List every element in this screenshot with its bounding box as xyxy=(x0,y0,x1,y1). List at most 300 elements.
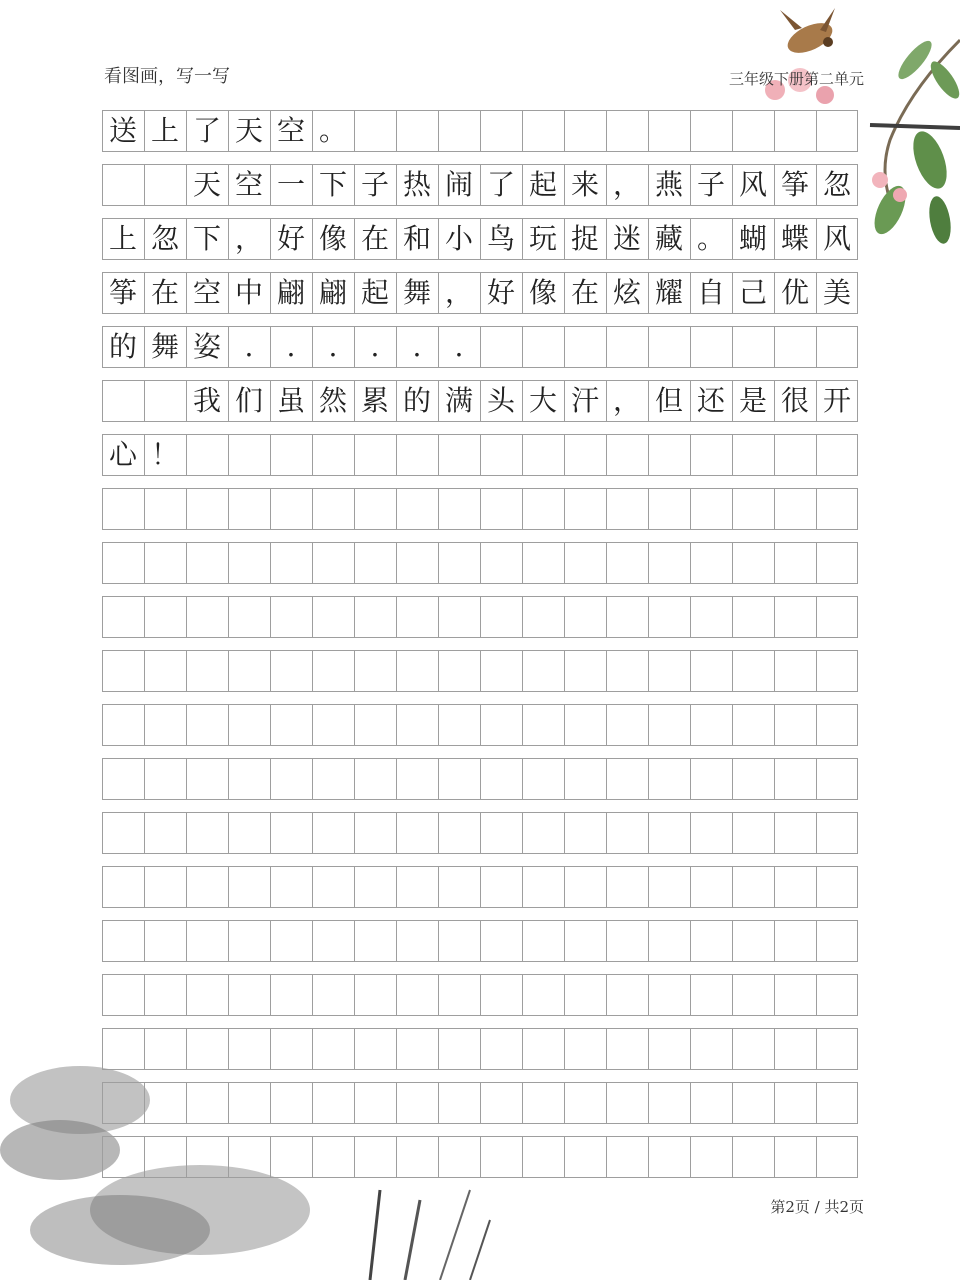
essay-character: 。 xyxy=(318,114,347,147)
grid-cell xyxy=(270,266,312,320)
grid-cell xyxy=(648,320,690,374)
grid-cell xyxy=(228,1130,270,1184)
grid-cell xyxy=(102,644,144,698)
grid-cell xyxy=(606,374,648,428)
grid-cell xyxy=(228,374,270,428)
grid-cell xyxy=(816,860,858,914)
grid-cell xyxy=(396,860,438,914)
grid-cell xyxy=(564,374,606,428)
essay-character: 藏 xyxy=(654,222,683,255)
grid-cell xyxy=(732,320,774,374)
grid-cell xyxy=(186,698,228,752)
essay-character: 筝 xyxy=(780,168,809,201)
essay-character: 大 xyxy=(528,384,557,417)
grid-cell xyxy=(480,374,522,428)
grid-cell xyxy=(102,428,144,482)
grid-cell xyxy=(774,698,816,752)
grid-cell xyxy=(564,698,606,752)
grid-cell xyxy=(312,536,354,590)
grid-cell xyxy=(606,158,648,212)
grid-cell xyxy=(606,320,648,374)
grid-cell xyxy=(564,590,606,644)
grid-cell xyxy=(480,1022,522,1076)
grid-cell xyxy=(186,320,228,374)
essay-character: 头 xyxy=(486,384,515,417)
grid-cell xyxy=(648,104,690,158)
grid-cell xyxy=(438,1130,480,1184)
grid-cell xyxy=(564,104,606,158)
grid-cell xyxy=(186,1130,228,1184)
grid-cell xyxy=(522,266,564,320)
grid-cell xyxy=(522,968,564,1022)
grid-cell xyxy=(816,752,858,806)
grid-cell xyxy=(396,428,438,482)
grid-cell xyxy=(732,212,774,266)
essay-character: 风 xyxy=(822,222,851,255)
essay-character: 子 xyxy=(696,168,725,201)
grid-cell xyxy=(690,806,732,860)
grid-cell xyxy=(816,212,858,266)
grid-cell xyxy=(396,698,438,752)
essay-character: 捉 xyxy=(570,222,599,255)
grid-cell xyxy=(354,752,396,806)
grid-cell xyxy=(396,1022,438,1076)
grid-cell xyxy=(396,374,438,428)
essay-character: ， xyxy=(612,168,641,201)
grid-cell xyxy=(312,968,354,1022)
grid-cell xyxy=(438,212,480,266)
grid-cell xyxy=(186,428,228,482)
grid-cell xyxy=(312,320,354,374)
essay-character: 累 xyxy=(360,384,389,417)
grid-cell xyxy=(774,212,816,266)
essay-character: 鸟 xyxy=(486,222,515,255)
essay-character: 的 xyxy=(108,330,137,363)
grid-cell xyxy=(270,1130,312,1184)
grid-cell xyxy=(354,212,396,266)
grid-cell xyxy=(480,860,522,914)
essay-character: 在 xyxy=(150,276,179,309)
grid-cell xyxy=(564,1022,606,1076)
grid-cell xyxy=(186,266,228,320)
grid-cell xyxy=(186,536,228,590)
essay-character: 小 xyxy=(444,222,473,255)
grid-cell xyxy=(690,590,732,644)
grid-cell xyxy=(102,1022,144,1076)
grid-cell xyxy=(732,536,774,590)
grid-cell xyxy=(396,158,438,212)
grid-cell xyxy=(480,590,522,644)
essay-character: 空 xyxy=(276,114,305,147)
grid-cell xyxy=(228,698,270,752)
essay-character: 上 xyxy=(150,114,179,147)
grid-cell xyxy=(690,320,732,374)
grid-cell xyxy=(606,428,648,482)
grid-cell xyxy=(270,320,312,374)
grid-cell xyxy=(816,1076,858,1130)
essay-character: 天 xyxy=(234,114,263,147)
grid-cell xyxy=(690,212,732,266)
essay-character: 蝴 xyxy=(738,222,767,255)
essay-character: 忽 xyxy=(822,168,851,201)
grid-cell xyxy=(396,266,438,320)
grid-cell xyxy=(522,698,564,752)
essay-character: 心 xyxy=(108,438,137,471)
essay-character: 和 xyxy=(402,222,431,255)
essay-character: 筝 xyxy=(108,276,137,309)
grid-cell xyxy=(144,158,186,212)
grid-cell xyxy=(816,482,858,536)
grid-cell xyxy=(144,1130,186,1184)
grid-cell xyxy=(522,806,564,860)
grid-cell xyxy=(564,806,606,860)
grid-cell xyxy=(354,968,396,1022)
grid-cell xyxy=(102,860,144,914)
grid-cell xyxy=(228,158,270,212)
grid-cell xyxy=(438,428,480,482)
grid-cell xyxy=(480,806,522,860)
grid-cell xyxy=(438,104,480,158)
grid-cell xyxy=(816,428,858,482)
grid-cell xyxy=(480,752,522,806)
page-number: 第2页 / 共2页 xyxy=(770,1198,864,1216)
grid-cell xyxy=(564,266,606,320)
grid-cell xyxy=(732,104,774,158)
grid-cell xyxy=(312,482,354,536)
grid-cell xyxy=(690,158,732,212)
grid-cell xyxy=(480,968,522,1022)
grid-cell xyxy=(648,968,690,1022)
grid-cell xyxy=(186,644,228,698)
essay-character: 耀 xyxy=(654,276,683,309)
grid-cell xyxy=(816,158,858,212)
grid-cell xyxy=(102,158,144,212)
grid-cell xyxy=(312,914,354,968)
grid-cell xyxy=(648,482,690,536)
grid-cell xyxy=(816,1130,858,1184)
grid-cell xyxy=(354,644,396,698)
grid-cell xyxy=(648,806,690,860)
grid-cell xyxy=(270,158,312,212)
essay-character: 姿 xyxy=(192,330,221,363)
grid-cell xyxy=(438,374,480,428)
grid-cell xyxy=(606,104,648,158)
essay-character: 天 xyxy=(192,168,221,201)
grid-cell xyxy=(228,320,270,374)
grid-cell xyxy=(732,428,774,482)
grid-cell xyxy=(186,374,228,428)
grid-cell xyxy=(186,860,228,914)
grid-cell xyxy=(312,1076,354,1130)
grid-cell xyxy=(480,104,522,158)
grid-cell xyxy=(144,104,186,158)
grid-cell xyxy=(522,536,564,590)
grid-cell xyxy=(102,104,144,158)
grid-cell xyxy=(606,968,648,1022)
essay-character: 空 xyxy=(234,168,263,201)
essay-character: 舞 xyxy=(150,330,179,363)
grid-cell xyxy=(144,320,186,374)
grid-cell xyxy=(270,698,312,752)
grid-cell xyxy=(522,1022,564,1076)
grid-cell xyxy=(648,1022,690,1076)
grid-cell xyxy=(354,104,396,158)
essay-character: 舞 xyxy=(402,276,431,309)
writing-grid xyxy=(102,104,858,1184)
grid-cell xyxy=(648,860,690,914)
grid-cell xyxy=(816,320,858,374)
grid-cell xyxy=(228,860,270,914)
grid-cell xyxy=(186,590,228,644)
grid-cell xyxy=(564,968,606,1022)
essay-character: 子 xyxy=(360,168,389,201)
essay-character: 很 xyxy=(780,384,809,417)
grid-cell xyxy=(270,806,312,860)
grid-cell xyxy=(774,914,816,968)
grid-cell xyxy=(816,806,858,860)
grid-cell xyxy=(228,590,270,644)
grid-cell xyxy=(816,536,858,590)
essay-character: 来 xyxy=(570,168,599,201)
grid-cell xyxy=(354,1076,396,1130)
grid-cell xyxy=(690,374,732,428)
essay-character: 开 xyxy=(822,384,851,417)
grid-cell xyxy=(480,266,522,320)
grid-cell xyxy=(396,212,438,266)
grid-cell xyxy=(312,104,354,158)
grid-cell xyxy=(228,266,270,320)
essay-character: 下 xyxy=(318,168,347,201)
grid-cell xyxy=(270,752,312,806)
grid-cell xyxy=(606,212,648,266)
grid-cell xyxy=(312,1022,354,1076)
grid-cell xyxy=(144,806,186,860)
grid-cell xyxy=(144,698,186,752)
grid-cell xyxy=(228,914,270,968)
grid-cell xyxy=(774,266,816,320)
grid-cell xyxy=(606,482,648,536)
grid-cell xyxy=(396,968,438,1022)
grid-cell xyxy=(438,266,480,320)
grid-cell xyxy=(438,590,480,644)
grid-cell xyxy=(816,968,858,1022)
grid-cell xyxy=(774,806,816,860)
grid-cell xyxy=(816,644,858,698)
grid-cell xyxy=(480,644,522,698)
essay-character: 优 xyxy=(780,276,809,309)
grid-cell xyxy=(144,590,186,644)
essay-character: 但 xyxy=(654,384,683,417)
grid-cell xyxy=(354,536,396,590)
grid-cell xyxy=(270,860,312,914)
grid-cell xyxy=(228,104,270,158)
grid-cell xyxy=(606,266,648,320)
essay-character: 蝶 xyxy=(780,222,809,255)
essay-character: 己 xyxy=(738,276,767,309)
essay-character: 空 xyxy=(192,276,221,309)
grid-cell xyxy=(312,698,354,752)
grid-cell xyxy=(774,1022,816,1076)
grid-cell xyxy=(606,1130,648,1184)
grid-cell xyxy=(522,590,564,644)
grid-cell xyxy=(438,158,480,212)
grid-cell xyxy=(480,428,522,482)
grid-cell xyxy=(354,158,396,212)
grid-cell xyxy=(228,482,270,536)
grid-cell xyxy=(480,536,522,590)
grid-cell xyxy=(354,914,396,968)
grid-cell xyxy=(648,428,690,482)
grid-cell xyxy=(522,860,564,914)
essay-character: 好 xyxy=(276,222,305,255)
grid-cell xyxy=(354,266,396,320)
essay-character: 燕 xyxy=(654,168,683,201)
essay-character: 满 xyxy=(444,384,473,417)
grid-cell xyxy=(564,914,606,968)
grid-cell xyxy=(648,1076,690,1130)
grid-cell xyxy=(480,482,522,536)
grid-cell xyxy=(228,212,270,266)
grid-cell xyxy=(774,1076,816,1130)
grid-cell xyxy=(144,482,186,536)
grid-cell xyxy=(648,590,690,644)
essay-character: 热 xyxy=(402,168,431,201)
grid-cell xyxy=(732,860,774,914)
essay-character: 虽 xyxy=(276,384,305,417)
grid-cell xyxy=(774,968,816,1022)
grid-cell xyxy=(774,644,816,698)
essay-character: 像 xyxy=(528,276,557,309)
essay-character: 玩 xyxy=(528,222,557,255)
grid-cell xyxy=(522,374,564,428)
essay-character: ， xyxy=(444,276,473,309)
essay-character: 下 xyxy=(192,222,221,255)
grid-cell xyxy=(102,320,144,374)
essay-character: 的 xyxy=(402,384,431,417)
essay-character: 翩 xyxy=(318,276,347,309)
grid-cell xyxy=(690,698,732,752)
grid-cell xyxy=(648,158,690,212)
grid-cell xyxy=(312,158,354,212)
grid-cell xyxy=(312,212,354,266)
grid-cell xyxy=(564,158,606,212)
grid-cell xyxy=(186,752,228,806)
grid-cell xyxy=(354,698,396,752)
grid-cell xyxy=(690,428,732,482)
grid-cell xyxy=(648,914,690,968)
essay-character: 是 xyxy=(738,384,767,417)
grid-cell xyxy=(228,752,270,806)
grid-cell xyxy=(144,860,186,914)
essay-character: 。 xyxy=(696,222,725,255)
grid-cell xyxy=(354,374,396,428)
grid-cell xyxy=(648,752,690,806)
grid-cell xyxy=(480,212,522,266)
grid-cell xyxy=(606,914,648,968)
essay-character: . xyxy=(412,330,422,363)
grid-cell xyxy=(270,212,312,266)
grid-cell xyxy=(144,1076,186,1130)
essay-character: 美 xyxy=(822,276,851,309)
grid-cell xyxy=(396,644,438,698)
grid-cell xyxy=(144,644,186,698)
grid-cell xyxy=(396,914,438,968)
grid-cell xyxy=(396,752,438,806)
grid-cell xyxy=(312,806,354,860)
grid-cell xyxy=(228,806,270,860)
grid-cell xyxy=(228,1022,270,1076)
grid-cell xyxy=(816,590,858,644)
grid-cell xyxy=(648,698,690,752)
grid-cell xyxy=(732,914,774,968)
essay-character: . xyxy=(328,330,338,363)
grid-cell xyxy=(102,590,144,644)
grid-cell xyxy=(228,644,270,698)
grid-cell xyxy=(690,860,732,914)
grid-cell xyxy=(396,1130,438,1184)
grid-cell xyxy=(564,320,606,374)
grid-cell xyxy=(438,698,480,752)
grid-cell xyxy=(354,320,396,374)
grid-cell xyxy=(102,698,144,752)
grid-cell xyxy=(690,968,732,1022)
grid-cell xyxy=(186,482,228,536)
essay-character: . xyxy=(286,330,296,363)
grid-cell xyxy=(270,590,312,644)
grid-cell xyxy=(564,482,606,536)
grid-cell xyxy=(732,158,774,212)
grid-cell xyxy=(522,644,564,698)
grid-cell xyxy=(228,968,270,1022)
essay-character: 炫 xyxy=(612,276,641,309)
grid-cell xyxy=(690,644,732,698)
grid-cell xyxy=(438,482,480,536)
grid-cell xyxy=(648,266,690,320)
grid-cell xyxy=(270,482,312,536)
grid-cell xyxy=(480,1076,522,1130)
essay-character: 翩 xyxy=(276,276,305,309)
grid-cell xyxy=(522,482,564,536)
grid-cell xyxy=(606,1076,648,1130)
grid-cell xyxy=(816,104,858,158)
grid-cell xyxy=(606,590,648,644)
grid-cell xyxy=(816,914,858,968)
grid-cell xyxy=(774,158,816,212)
essay-character: 还 xyxy=(696,384,725,417)
essay-character: 我 xyxy=(192,384,221,417)
grid-cell xyxy=(438,752,480,806)
grid-cell xyxy=(522,1076,564,1130)
grid-cell xyxy=(774,1130,816,1184)
grid-cell xyxy=(732,1130,774,1184)
grid-cell xyxy=(270,536,312,590)
grid-cell xyxy=(354,860,396,914)
grid-cell xyxy=(270,1022,312,1076)
grid-cell xyxy=(396,806,438,860)
grid-cell xyxy=(438,1022,480,1076)
grid-cell xyxy=(312,1130,354,1184)
grid-cell xyxy=(648,1130,690,1184)
essay-character: 自 xyxy=(696,276,725,309)
grid-cell xyxy=(690,536,732,590)
grid-cell xyxy=(144,212,186,266)
grid-cell xyxy=(102,374,144,428)
grid-cell xyxy=(186,806,228,860)
grid-cell xyxy=(186,968,228,1022)
grid-cell xyxy=(186,104,228,158)
grid-cell xyxy=(816,266,858,320)
grid-cell xyxy=(564,644,606,698)
